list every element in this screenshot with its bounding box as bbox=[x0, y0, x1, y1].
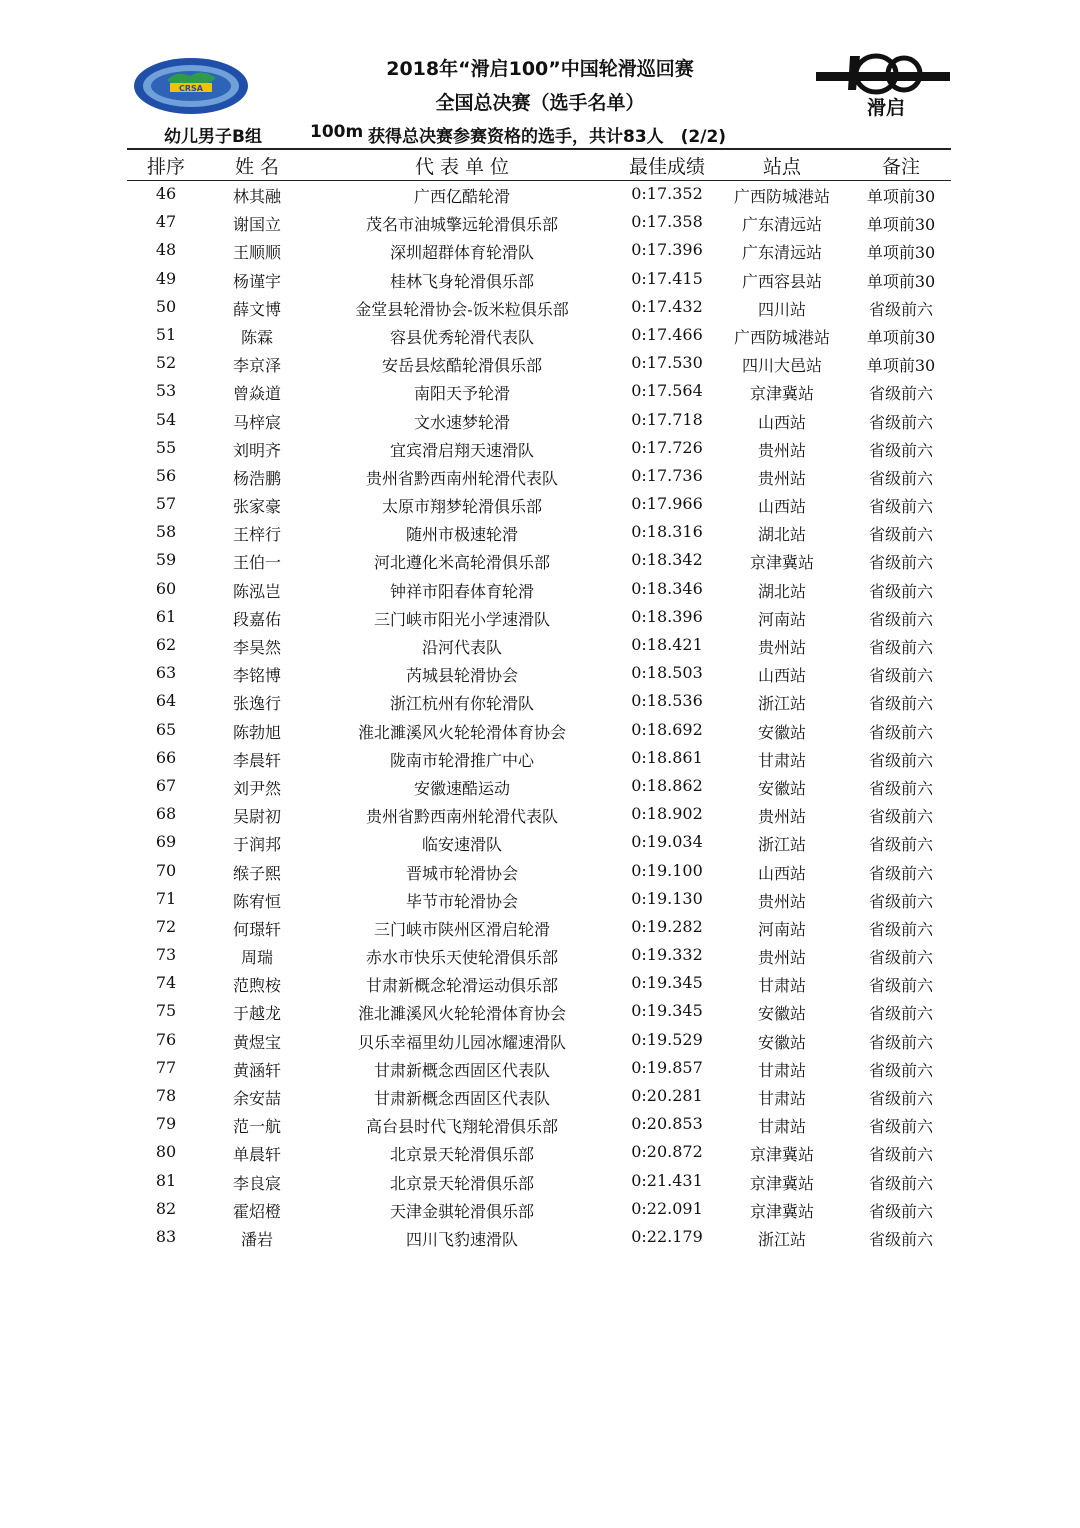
name-cell: 王顺顺 bbox=[232, 243, 281, 263]
note-cell: 省级前六 bbox=[868, 976, 933, 996]
name-cell: 李昊然 bbox=[232, 638, 281, 657]
table-row bbox=[127, 604, 951, 632]
name-cell: 谢国立 bbox=[232, 215, 281, 235]
name-cell: 陈泓岂 bbox=[232, 581, 281, 601]
best-time-cell: 0:18.861 bbox=[631, 747, 703, 767]
name-cell: 张家豪 bbox=[232, 497, 281, 517]
best-time-cell: 0:22.091 bbox=[631, 1198, 703, 1218]
best-time-cell: 0:18.316 bbox=[631, 522, 703, 542]
rank-cell: 65 bbox=[155, 719, 177, 739]
best-time-cell: 0:17.966 bbox=[631, 494, 703, 514]
unit-cell: 宜宾滑启翔天速滑队 bbox=[389, 440, 534, 460]
name-cell: 周瑞 bbox=[240, 948, 273, 968]
best-time-cell: 0:17.718 bbox=[631, 409, 703, 429]
rank-cell: 75 bbox=[155, 1001, 177, 1021]
note-cell: 省级前六 bbox=[868, 778, 933, 798]
rank-cell: 70 bbox=[155, 860, 177, 880]
best-time-cell: 0:17.466 bbox=[631, 324, 703, 344]
rank-cell: 81 bbox=[155, 1170, 177, 1190]
best-time-cell: 0:17.358 bbox=[631, 212, 703, 232]
name-cell: 杨谨宇 bbox=[232, 271, 281, 291]
unit-cell: 天津金骐轮滑俱乐部 bbox=[389, 1201, 534, 1221]
note-cell: 单项前30 bbox=[866, 243, 936, 263]
name-cell: 缑子熙 bbox=[232, 863, 281, 883]
column-header-note: 备注 bbox=[881, 156, 920, 178]
best-time-cell: 0:18.503 bbox=[631, 663, 703, 683]
table-row bbox=[127, 576, 951, 604]
table-row bbox=[127, 519, 951, 547]
group-label: 幼儿男子B组 bbox=[164, 127, 262, 147]
name-cell: 李京泽 bbox=[232, 356, 281, 376]
unit-cell: 三门峡市阳光小学速滑队 bbox=[373, 609, 550, 629]
note-cell: 省级前六 bbox=[868, 497, 933, 517]
table-row bbox=[127, 266, 951, 294]
site-cell: 广东清远站 bbox=[741, 215, 822, 235]
note-cell: 单项前30 bbox=[866, 356, 936, 376]
note-cell: 省级前六 bbox=[868, 948, 933, 968]
best-time-cell: 0:18.342 bbox=[631, 550, 703, 570]
unit-cell: 北京景天轮滑俱乐部 bbox=[389, 1145, 534, 1165]
note-cell: 省级前六 bbox=[868, 1032, 933, 1052]
name-cell: 王伯一 bbox=[232, 553, 281, 573]
best-time-cell: 0:17.564 bbox=[631, 381, 703, 401]
note-cell: 省级前六 bbox=[868, 1145, 933, 1165]
unit-cell: 钟祥市阳春体育轮滑 bbox=[389, 581, 534, 601]
unit-cell: 甘肃新概念西固区代表队 bbox=[373, 1089, 550, 1108]
note-cell: 省级前六 bbox=[868, 384, 933, 404]
name-cell: 余安喆 bbox=[232, 1089, 281, 1108]
rank-cell: 61 bbox=[155, 606, 177, 626]
unit-cell: 文水速梦轮滑 bbox=[413, 412, 510, 432]
rank-cell: 62 bbox=[155, 635, 177, 654]
note-cell: 省级前六 bbox=[868, 1173, 933, 1193]
name-cell: 张逸行 bbox=[232, 694, 281, 714]
table-row bbox=[127, 1224, 951, 1252]
unit-cell: 沿河代表队 bbox=[421, 638, 502, 657]
note-cell: 单项前30 bbox=[866, 215, 936, 235]
best-time-cell: 0:19.130 bbox=[631, 888, 703, 908]
site-cell: 湖北站 bbox=[757, 525, 806, 545]
note-cell: 省级前六 bbox=[868, 638, 933, 657]
unit-cell: 安岳县炫酷轮滑俱乐部 bbox=[381, 356, 542, 376]
table-row bbox=[127, 801, 951, 829]
note-cell: 省级前六 bbox=[868, 440, 933, 460]
note-cell: 省级前六 bbox=[868, 1004, 933, 1024]
unit-cell: 贵州省黔西南州轮滑代表队 bbox=[365, 468, 558, 488]
name-cell: 黄煜宝 bbox=[232, 1032, 281, 1052]
best-time-cell: 0:19.332 bbox=[631, 945, 703, 965]
name-cell: 李晨轩 bbox=[232, 750, 281, 770]
site-cell: 广东清远站 bbox=[741, 243, 822, 263]
rank-cell: 50 bbox=[155, 296, 177, 316]
rank-cell: 66 bbox=[155, 747, 177, 767]
rank-cell: 59 bbox=[155, 550, 177, 570]
note-cell: 单项前30 bbox=[866, 271, 936, 291]
page-title: 2018年“滑启100”中国轮滑巡回赛 bbox=[386, 58, 694, 80]
name-cell: 林其融 bbox=[232, 187, 281, 206]
note-cell: 省级前六 bbox=[868, 750, 933, 770]
unit-cell: 淮北濉溪风火轮轮滑体育协会 bbox=[357, 722, 566, 742]
site-cell: 山西站 bbox=[757, 497, 806, 517]
site-cell: 浙江站 bbox=[757, 1229, 806, 1249]
best-time-cell: 0:17.396 bbox=[631, 240, 703, 260]
rank-cell: 52 bbox=[155, 353, 177, 373]
unit-cell: 南阳天予轮滑 bbox=[413, 384, 510, 404]
best-time-cell: 0:17.530 bbox=[631, 353, 703, 373]
best-time-cell: 0:19.100 bbox=[631, 860, 703, 880]
best-time-cell: 0:18.692 bbox=[631, 719, 703, 739]
name-cell: 刘尹然 bbox=[232, 778, 281, 798]
table-row bbox=[127, 294, 951, 322]
column-header-rank: 排序 bbox=[146, 156, 185, 178]
unit-cell: 陇南市轮滑推广中心 bbox=[389, 750, 534, 770]
unit-cell: 广西亿酷轮滑 bbox=[413, 187, 510, 206]
best-time-cell: 0:18.536 bbox=[631, 691, 703, 711]
rank-cell: 67 bbox=[155, 775, 177, 795]
note-cell: 省级前六 bbox=[868, 553, 933, 573]
note-cell: 省级前六 bbox=[868, 807, 933, 827]
site-cell: 贵州站 bbox=[757, 638, 806, 657]
name-cell: 陈勃旭 bbox=[232, 722, 281, 742]
table-row bbox=[127, 886, 951, 914]
unit-cell: 芮城县轮滑协会 bbox=[405, 666, 518, 686]
best-time-cell: 0:19.345 bbox=[631, 973, 703, 993]
note-cell: 省级前六 bbox=[868, 468, 933, 488]
rank-cell: 80 bbox=[155, 1142, 177, 1162]
note-cell: 省级前六 bbox=[868, 835, 933, 855]
best-time-cell: 0:18.346 bbox=[631, 578, 703, 598]
unit-cell: 容县优秀轮滑代表队 bbox=[389, 327, 534, 347]
rank-cell: 53 bbox=[155, 381, 177, 401]
event-label: 100m bbox=[310, 122, 364, 142]
unit-cell: 安徽速酷运动 bbox=[413, 778, 510, 798]
table-row bbox=[127, 1168, 951, 1196]
note-cell: 单项前30 bbox=[866, 187, 936, 206]
site-cell: 京津冀站 bbox=[749, 1173, 814, 1193]
table-row bbox=[127, 914, 951, 942]
best-time-cell: 0:19.529 bbox=[631, 1029, 703, 1049]
table-row bbox=[127, 688, 951, 716]
name-cell: 于润邦 bbox=[232, 835, 281, 855]
rank-cell: 49 bbox=[155, 268, 177, 288]
note-cell: 省级前六 bbox=[868, 1229, 933, 1249]
best-time-cell: 0:17.736 bbox=[631, 465, 703, 485]
name-cell: 马梓宸 bbox=[232, 412, 281, 432]
table-row bbox=[127, 970, 951, 998]
rank-cell: 56 bbox=[155, 465, 177, 485]
site-cell: 山西站 bbox=[757, 863, 806, 883]
rank-cell: 63 bbox=[155, 663, 177, 683]
unit-cell: 金堂县轮滑协会-饭米粒俱乐部 bbox=[355, 299, 569, 319]
table-row bbox=[127, 858, 951, 886]
site-cell: 甘肃站 bbox=[757, 750, 806, 770]
note-cell: 单项前30 bbox=[866, 327, 936, 347]
site-cell: 河南站 bbox=[757, 609, 806, 629]
table-row bbox=[127, 547, 951, 575]
best-time-cell: 0:18.421 bbox=[631, 635, 703, 654]
table-row bbox=[127, 1139, 951, 1167]
rank-cell: 57 bbox=[155, 494, 177, 514]
table-row bbox=[127, 745, 951, 773]
name-cell: 刘明齐 bbox=[232, 440, 281, 460]
rank-cell: 47 bbox=[155, 212, 177, 232]
best-time-cell: 0:17.415 bbox=[631, 268, 703, 288]
rank-cell: 48 bbox=[155, 240, 177, 260]
table-row bbox=[127, 237, 951, 265]
site-cell: 四川大邑站 bbox=[741, 356, 822, 376]
table-row bbox=[127, 632, 951, 660]
note-cell: 省级前六 bbox=[868, 525, 933, 545]
rank-cell: 74 bbox=[155, 973, 177, 993]
qualification-description: 获得总决赛参赛资格的选手，共计83人 (2/2) bbox=[368, 127, 727, 147]
name-cell: 范一航 bbox=[232, 1117, 281, 1137]
site-cell: 京津冀站 bbox=[749, 553, 814, 573]
site-cell: 京津冀站 bbox=[749, 1145, 814, 1165]
best-time-cell: 0:22.179 bbox=[631, 1226, 703, 1246]
table-row bbox=[127, 181, 951, 209]
rank-cell: 78 bbox=[155, 1086, 177, 1105]
name-cell: 曾焱道 bbox=[232, 384, 281, 404]
unit-cell: 深圳超群体育轮滑队 bbox=[389, 243, 534, 263]
table-row bbox=[127, 1111, 951, 1139]
note-cell: 省级前六 bbox=[868, 609, 933, 629]
rank-cell: 83 bbox=[155, 1226, 177, 1246]
table-row bbox=[127, 660, 951, 688]
site-cell: 贵州站 bbox=[757, 807, 806, 827]
unit-cell: 贝乐幸福里幼儿园冰耀速滑队 bbox=[357, 1032, 566, 1052]
note-cell: 省级前六 bbox=[868, 694, 933, 714]
rank-cell: 76 bbox=[155, 1029, 177, 1049]
site-cell: 安徽站 bbox=[757, 1004, 806, 1024]
best-time-cell: 0:18.902 bbox=[631, 804, 703, 824]
skate-start-logo-text: 滑启 bbox=[866, 97, 906, 119]
rank-cell: 72 bbox=[155, 916, 177, 936]
site-cell: 甘肃站 bbox=[757, 1117, 806, 1137]
site-cell: 安徽站 bbox=[757, 722, 806, 742]
table-row bbox=[127, 1196, 951, 1224]
note-cell: 省级前六 bbox=[868, 891, 933, 911]
site-cell: 广西防城港站 bbox=[733, 187, 830, 206]
rank-cell: 60 bbox=[155, 578, 177, 598]
name-cell: 段嘉佑 bbox=[232, 609, 281, 629]
unit-cell: 河北遵化米高轮滑俱乐部 bbox=[373, 553, 550, 573]
unit-cell: 贵州省黔西南州轮滑代表队 bbox=[365, 807, 558, 827]
site-cell: 安徽站 bbox=[757, 778, 806, 798]
page-subtitle: 全国总决赛（选手名单） bbox=[435, 92, 645, 114]
column-header-name: 姓 名 bbox=[234, 156, 280, 178]
unit-cell: 太原市翔梦轮滑俱乐部 bbox=[381, 497, 542, 517]
note-cell: 省级前六 bbox=[868, 919, 933, 939]
crsa-logo bbox=[132, 56, 250, 116]
note-cell: 省级前六 bbox=[868, 1201, 933, 1221]
unit-cell: 毕节市轮滑协会 bbox=[405, 891, 518, 911]
note-cell: 省级前六 bbox=[868, 581, 933, 601]
name-cell: 王梓行 bbox=[232, 525, 281, 545]
best-time-cell: 0:19.857 bbox=[631, 1057, 703, 1077]
table-row bbox=[127, 829, 951, 857]
rank-cell: 82 bbox=[155, 1198, 177, 1218]
unit-cell: 淮北濉溪风火轮轮滑体育协会 bbox=[357, 1004, 566, 1024]
best-time-cell: 0:20.281 bbox=[631, 1086, 703, 1105]
unit-cell: 浙江杭州有你轮滑队 bbox=[389, 694, 534, 714]
best-time-cell: 0:17.432 bbox=[631, 296, 703, 316]
site-cell: 浙江站 bbox=[757, 694, 806, 714]
name-cell: 陈宥恒 bbox=[232, 891, 281, 911]
site-cell: 湖北站 bbox=[757, 581, 806, 601]
site-cell: 甘肃站 bbox=[757, 1060, 806, 1080]
unit-cell: 高台县时代飞翔轮滑俱乐部 bbox=[365, 1117, 558, 1137]
rank-cell: 73 bbox=[155, 945, 177, 965]
table-header bbox=[127, 150, 951, 180]
table-row bbox=[127, 717, 951, 745]
name-cell: 杨浩鹏 bbox=[232, 468, 281, 488]
table-row bbox=[127, 463, 951, 491]
rank-cell: 51 bbox=[155, 324, 177, 344]
site-cell: 贵州站 bbox=[757, 440, 806, 460]
note-cell: 省级前六 bbox=[868, 412, 933, 432]
best-time-cell: 0:21.431 bbox=[631, 1170, 703, 1190]
rank-cell: 69 bbox=[155, 832, 177, 852]
rank-cell: 46 bbox=[155, 184, 177, 203]
unit-cell: 随州市极速轮滑 bbox=[405, 525, 518, 545]
table-row bbox=[127, 1083, 951, 1111]
best-time-cell: 0:19.345 bbox=[631, 1001, 703, 1021]
unit-cell: 临安速滑队 bbox=[421, 835, 502, 855]
rank-cell: 58 bbox=[155, 522, 177, 542]
column-header-best-time: 最佳成绩 bbox=[628, 156, 705, 178]
table-row bbox=[127, 773, 951, 801]
site-cell: 安徽站 bbox=[757, 1032, 806, 1052]
site-cell: 河南站 bbox=[757, 919, 806, 939]
name-cell: 何璟轩 bbox=[232, 919, 281, 939]
name-cell: 潘岩 bbox=[240, 1229, 273, 1249]
name-cell: 薛文博 bbox=[232, 299, 281, 319]
site-cell: 山西站 bbox=[757, 666, 806, 686]
site-cell: 浙江站 bbox=[757, 835, 806, 855]
name-cell: 黄涵轩 bbox=[232, 1060, 281, 1080]
rank-cell: 54 bbox=[155, 409, 177, 429]
best-time-cell: 0:19.282 bbox=[631, 916, 703, 936]
name-cell: 范煦桉 bbox=[232, 976, 281, 996]
table-row bbox=[127, 491, 951, 519]
note-cell: 省级前六 bbox=[868, 1117, 933, 1137]
table-body bbox=[127, 181, 951, 1252]
note-cell: 省级前六 bbox=[868, 722, 933, 742]
rank-cell: 64 bbox=[155, 691, 177, 711]
note-cell: 省级前六 bbox=[868, 1060, 933, 1080]
column-header-unit: 代 表 单 位 bbox=[414, 156, 510, 178]
rank-cell: 55 bbox=[155, 437, 177, 457]
best-time-cell: 0:18.862 bbox=[631, 775, 703, 795]
unit-cell: 北京景天轮滑俱乐部 bbox=[389, 1173, 534, 1193]
rank-cell: 71 bbox=[155, 888, 177, 908]
unit-cell: 赤水市快乐天使轮滑俱乐部 bbox=[365, 948, 558, 968]
site-cell: 山西站 bbox=[757, 412, 806, 432]
table-row bbox=[127, 998, 951, 1026]
site-cell: 京津冀站 bbox=[749, 384, 814, 404]
table-row bbox=[127, 209, 951, 237]
table-row bbox=[127, 322, 951, 350]
site-cell: 贵州站 bbox=[757, 948, 806, 968]
best-time-cell: 0:17.726 bbox=[631, 437, 703, 457]
unit-cell: 晋城市轮滑协会 bbox=[405, 863, 518, 883]
name-cell: 于越龙 bbox=[232, 1004, 281, 1024]
table-row bbox=[127, 1027, 951, 1055]
site-cell: 甘肃站 bbox=[757, 1089, 806, 1108]
best-time-cell: 0:17.352 bbox=[631, 184, 703, 203]
note-cell: 省级前六 bbox=[868, 666, 933, 686]
column-header-site: 站点 bbox=[762, 156, 801, 178]
table-row bbox=[127, 407, 951, 435]
rank-cell: 79 bbox=[155, 1114, 177, 1134]
unit-cell: 甘肃新概念轮滑运动俱乐部 bbox=[365, 976, 558, 996]
best-time-cell: 0:20.853 bbox=[631, 1114, 703, 1134]
note-cell: 省级前六 bbox=[868, 299, 933, 319]
table-row bbox=[127, 942, 951, 970]
name-cell: 霍炤橙 bbox=[232, 1201, 281, 1221]
rank-cell: 68 bbox=[155, 804, 177, 824]
site-cell: 京津冀站 bbox=[749, 1201, 814, 1221]
unit-cell: 甘肃新概念西固区代表队 bbox=[373, 1060, 550, 1080]
best-time-cell: 0:18.396 bbox=[631, 606, 703, 626]
site-cell: 广西容县站 bbox=[741, 271, 822, 291]
table-row bbox=[127, 378, 951, 406]
crsa-logo-text: CRSA bbox=[179, 84, 203, 93]
site-cell: 广西防城港站 bbox=[733, 327, 830, 347]
site-cell: 四川站 bbox=[757, 299, 806, 319]
name-cell: 单晨轩 bbox=[232, 1145, 281, 1165]
unit-cell: 四川飞豹速滑队 bbox=[405, 1229, 518, 1249]
unit-cell: 三门峡市陕州区滑启轮滑 bbox=[373, 919, 550, 939]
rank-cell: 77 bbox=[155, 1057, 177, 1077]
best-time-cell: 0:19.034 bbox=[631, 832, 703, 852]
site-cell: 甘肃站 bbox=[757, 976, 806, 996]
table-row bbox=[127, 350, 951, 378]
best-time-cell: 0:20.872 bbox=[631, 1142, 703, 1162]
table-row bbox=[127, 435, 951, 463]
name-cell: 吴尉初 bbox=[232, 807, 281, 827]
skate-start-logo bbox=[816, 50, 950, 120]
note-cell: 省级前六 bbox=[868, 1089, 933, 1108]
note-cell: 省级前六 bbox=[868, 863, 933, 883]
site-cell: 贵州站 bbox=[757, 468, 806, 488]
unit-cell: 桂林飞身轮滑俱乐部 bbox=[389, 271, 534, 291]
unit-cell: 茂名市油城擎远轮滑俱乐部 bbox=[365, 215, 558, 235]
table-row bbox=[127, 1055, 951, 1083]
name-cell: 李良宸 bbox=[232, 1173, 281, 1193]
name-cell: 陈霖 bbox=[240, 327, 273, 347]
site-cell: 贵州站 bbox=[757, 891, 806, 911]
name-cell: 李铭博 bbox=[232, 666, 281, 686]
